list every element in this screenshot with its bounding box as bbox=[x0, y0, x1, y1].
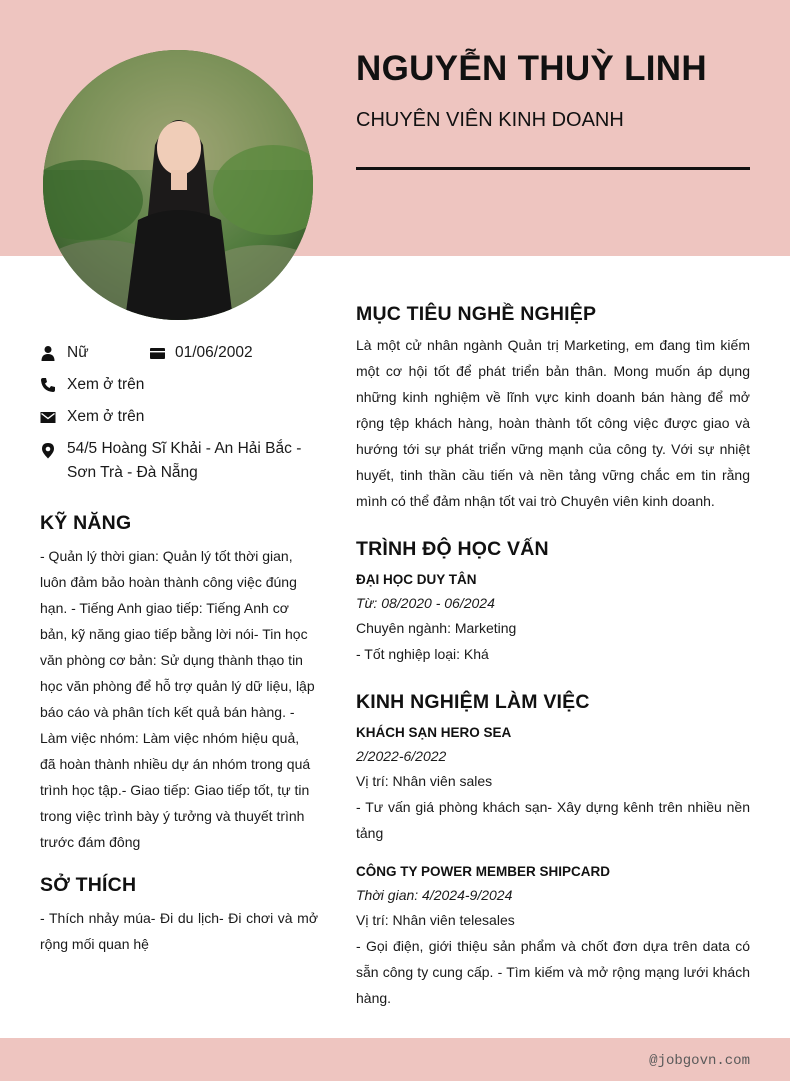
education-grade: - Tốt nghiệp loại: Khá bbox=[356, 646, 489, 662]
skills-text: - Quản lý thời gian: Quản lý tốt thời gian, luôn đảm bảo hoàn thành công việc đúng hạn. - Tiếng Anh giao tiếp: Tiếng Anh cơ bản, kỹ năng giao tiếp bằng lời nói- Tin học văn phòng cơ bản: Sử dụng thành thạo tin học văn phòng để hỗ trợ quản lý dữ liệu, lập báo cáo và phân tích kết quả bán hàng. - Làm việc nhóm: Làm việc nhóm hiệu quả, đã hoàn thành nhiều dự án nhóm trong quá trình học tập.- Giao tiếp: Giao tiếp tốt, tự tin trong việc trình bày ý tưởng và thuyết trình trước đám đông bbox=[40, 548, 315, 850]
objective-text: Là một cử nhân ngành Quản trị Marketing, em đang tìm kiếm một cơ hội tốt để phát triển bản thân. Mong muốn áp dụng những kinh nghiệm về lĩnh vực kinh doanh bán hàng để mở rộng tệp khách hàng, hoàn thành tốt công việc được giao và hướng tới sự phát triển vững mạnh của công ty. Với sự nhiệt huyết, tinh thần cầu tiến và nền tảng vững chắc em tin rằng mình có thể đảm nhận tốt vai trò Chuyên viên kinh doanh. bbox=[356, 337, 750, 509]
job-company: CÔNG TY POWER MEMBER SHIPCARD bbox=[356, 864, 611, 879]
candidate-name: NGUYỄN THUỲ LINH bbox=[356, 49, 707, 88]
experience-heading: KINH NGHIỆM LÀM VIỆC bbox=[356, 691, 590, 713]
job-description: - Tư vấn giá phòng khách sạn- Xây dựng kênh trên nhiều nền tảng bbox=[356, 799, 750, 841]
calendar-icon bbox=[149, 345, 166, 361]
dob-value: 01/06/2002 bbox=[175, 344, 253, 361]
map-pin-icon bbox=[40, 442, 56, 459]
job-title: CHUYÊN VIÊN KINH DOANH bbox=[356, 109, 624, 131]
job-position: Vị trí: Nhân viên sales bbox=[356, 773, 493, 789]
education-period: Từ: 08/2020 - 06/2024 bbox=[356, 595, 495, 611]
education-heading: TRÌNH ĐỘ HỌC VẤN bbox=[356, 538, 549, 560]
phone-value[interactable]: Xem ở trên bbox=[67, 376, 145, 393]
email-value[interactable]: Xem ở trên bbox=[67, 408, 145, 425]
job-period: Thời gian: 4/2024-9/2024 bbox=[356, 887, 513, 903]
hobbies-text: - Thích nhảy múa- Đi du lịch- Đi chơi và mở rộng mối quan hệ bbox=[40, 910, 318, 952]
objective-heading: MỤC TIÊU NGHỀ NGHIỆP bbox=[356, 303, 597, 325]
address-value: 54/5 Hoàng Sĩ Khải - An Hải Bắc - Sơn Trà - Đà Nẵng bbox=[67, 440, 302, 481]
job-company: KHÁCH SẠN HERO SEA bbox=[356, 725, 512, 740]
job-period: 2/2022-6/2022 bbox=[356, 748, 447, 764]
person-icon bbox=[40, 345, 56, 361]
job-position: Vị trí: Nhân viên telesales bbox=[356, 912, 515, 928]
mail-icon bbox=[40, 409, 56, 425]
phone-icon bbox=[40, 377, 56, 393]
education-major: Chuyên ngành: Marketing bbox=[356, 620, 517, 636]
footer-credit[interactable]: @jobgovn.com bbox=[649, 1053, 750, 1069]
header-divider bbox=[356, 167, 750, 170]
job-description: - Gọi điện, giới thiệu sản phẩm và chốt đơn dựa trên data có sẵn công ty cung cấp. - Tìm kiếm và mở rộng mạng lưới khách hàng. bbox=[356, 938, 750, 1006]
gender-value: Nữ bbox=[67, 344, 89, 361]
skills-heading: KỸ NĂNG bbox=[40, 512, 132, 534]
education-school: ĐẠI HỌC DUY TÂN bbox=[356, 572, 477, 587]
hobbies-heading: SỞ THÍCH bbox=[40, 874, 137, 896]
profile-photo bbox=[43, 50, 313, 320]
